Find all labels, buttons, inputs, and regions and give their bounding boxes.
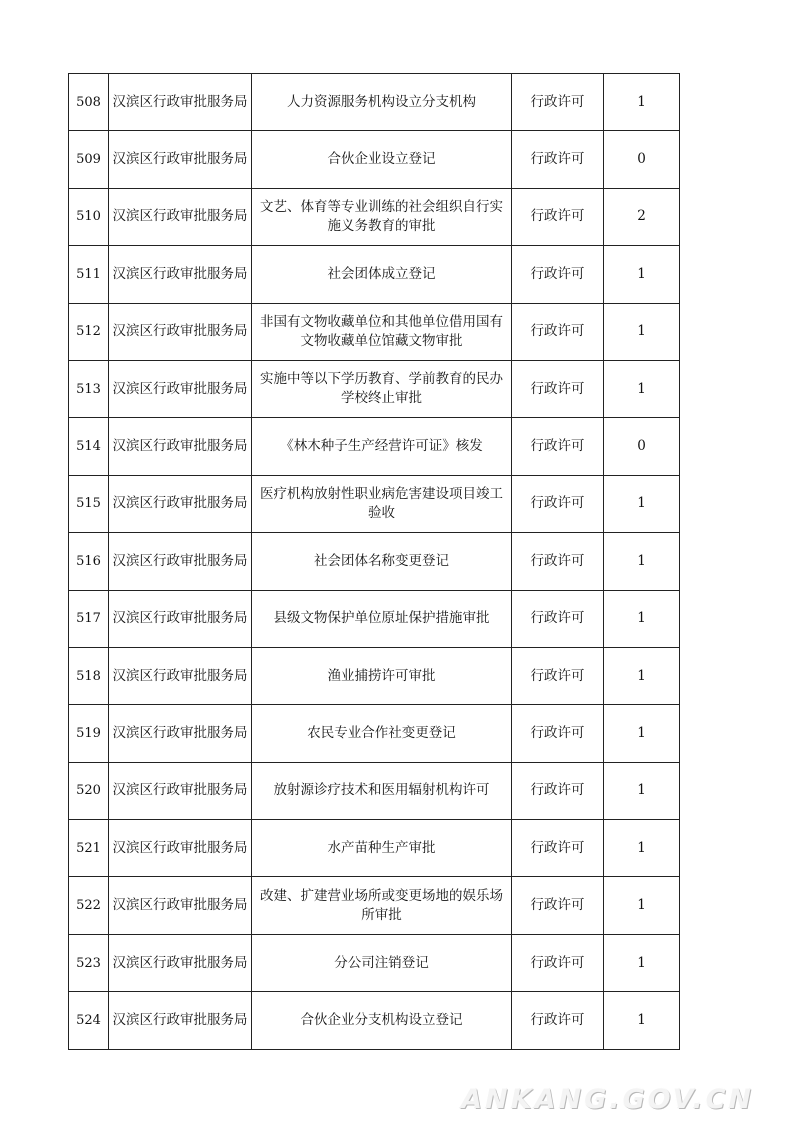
count-cell: 0 (604, 131, 680, 188)
item-name-cell: 分公司注销登记 (252, 934, 512, 991)
count-cell: 0 (604, 418, 680, 475)
count-cell: 1 (604, 762, 680, 819)
department-cell: 汉滨区行政审批服务局 (109, 246, 252, 303)
category-cell: 行政许可 (512, 188, 604, 245)
count-cell: 1 (604, 820, 680, 877)
row-number: 508 (69, 74, 109, 131)
item-name-cell: 合伙企业设立登记 (252, 131, 512, 188)
department-cell: 汉滨区行政审批服务局 (109, 877, 252, 934)
category-cell: 行政许可 (512, 131, 604, 188)
item-name-cell: 社会团体成立登记 (252, 246, 512, 303)
row-number: 519 (69, 705, 109, 762)
table-row (69, 303, 680, 360)
department-cell: 汉滨区行政审批服务局 (109, 820, 252, 877)
department-cell: 汉滨区行政审批服务局 (109, 533, 252, 590)
table-row (69, 131, 680, 188)
category-cell: 行政许可 (512, 934, 604, 991)
count-cell: 1 (604, 934, 680, 991)
row-number: 513 (69, 360, 109, 417)
count-cell: 1 (604, 877, 680, 934)
item-name-cell: 水产苗种生产审批 (252, 820, 512, 877)
table-row (69, 877, 680, 934)
department-cell: 汉滨区行政审批服务局 (109, 418, 252, 475)
item-name-cell: 县级文物保护单位原址保护措施审批 (252, 590, 512, 647)
department-cell: 汉滨区行政审批服务局 (109, 647, 252, 704)
category-cell: 行政许可 (512, 590, 604, 647)
row-number: 524 (69, 992, 109, 1049)
row-number: 521 (69, 820, 109, 877)
department-cell: 汉滨区行政审批服务局 (109, 360, 252, 417)
table-row (69, 762, 680, 819)
item-name-cell: 社会团体名称变更登记 (252, 533, 512, 590)
department-cell: 汉滨区行政审批服务局 (109, 934, 252, 991)
count-cell: 1 (604, 246, 680, 303)
item-name-cell: 《林木种子生产经营许可证》核发 (252, 418, 512, 475)
category-cell: 行政许可 (512, 705, 604, 762)
row-number: 511 (69, 246, 109, 303)
category-cell: 行政许可 (512, 647, 604, 704)
site-watermark: ANKANG.GOV.CN (461, 1084, 754, 1115)
count-cell: 2 (604, 188, 680, 245)
table-row (69, 246, 680, 303)
count-cell: 1 (604, 992, 680, 1049)
item-name-cell: 渔业捕捞许可审批 (252, 647, 512, 704)
category-cell: 行政许可 (512, 992, 604, 1049)
category-cell: 行政许可 (512, 475, 604, 532)
item-name-cell: 非国有文物收藏单位和其他单位借用国有文物收藏单位馆藏文物审批 (252, 303, 512, 360)
table-row (69, 647, 680, 704)
row-number: 514 (69, 418, 109, 475)
row-number: 523 (69, 934, 109, 991)
row-number: 509 (69, 131, 109, 188)
count-cell: 1 (604, 590, 680, 647)
department-cell: 汉滨区行政审批服务局 (109, 762, 252, 819)
count-cell: 1 (604, 360, 680, 417)
category-cell: 行政许可 (512, 762, 604, 819)
table-row (69, 590, 680, 647)
category-cell: 行政许可 (512, 303, 604, 360)
table-row (69, 188, 680, 245)
table-row (69, 705, 680, 762)
department-cell: 汉滨区行政审批服务局 (109, 705, 252, 762)
item-name-cell: 农民专业合作社变更登记 (252, 705, 512, 762)
row-number: 522 (69, 877, 109, 934)
table-row (69, 533, 680, 590)
table-row (69, 360, 680, 417)
table-row (69, 475, 680, 532)
category-cell: 行政许可 (512, 418, 604, 475)
row-number: 517 (69, 590, 109, 647)
table-row (69, 934, 680, 991)
category-cell: 行政许可 (512, 246, 604, 303)
table-body (69, 74, 680, 1050)
department-cell: 汉滨区行政审批服务局 (109, 992, 252, 1049)
row-number: 518 (69, 647, 109, 704)
count-cell: 1 (604, 303, 680, 360)
count-cell: 1 (604, 475, 680, 532)
department-cell: 汉滨区行政审批服务局 (109, 303, 252, 360)
item-name-cell: 人力资源服务机构设立分支机构 (252, 74, 512, 131)
department-cell: 汉滨区行政审批服务局 (109, 188, 252, 245)
row-number: 516 (69, 533, 109, 590)
row-number: 520 (69, 762, 109, 819)
category-cell: 行政许可 (512, 533, 604, 590)
department-cell: 汉滨区行政审批服务局 (109, 475, 252, 532)
count-cell: 1 (604, 647, 680, 704)
table-row (69, 418, 680, 475)
department-cell: 汉滨区行政审批服务局 (109, 590, 252, 647)
category-cell: 行政许可 (512, 74, 604, 131)
item-name-cell: 合伙企业分支机构设立登记 (252, 992, 512, 1049)
department-cell: 汉滨区行政审批服务局 (109, 74, 252, 131)
item-name-cell: 实施中等以下学历教育、学前教育的民办学校终止审批 (252, 360, 512, 417)
row-number: 510 (69, 188, 109, 245)
row-number: 515 (69, 475, 109, 532)
item-name-cell: 医疗机构放射性职业病危害建设项目竣工验收 (252, 475, 512, 532)
department-cell: 汉滨区行政审批服务局 (109, 131, 252, 188)
table-row (69, 992, 680, 1049)
table-row (69, 74, 680, 131)
row-number: 512 (69, 303, 109, 360)
category-cell: 行政许可 (512, 877, 604, 934)
item-name-cell: 改建、扩建营业场所或变更场地的娱乐场所审批 (252, 877, 512, 934)
item-name-cell: 放射源诊疗技术和医用辐射机构许可 (252, 762, 512, 819)
table-row (69, 820, 680, 877)
category-cell: 行政许可 (512, 360, 604, 417)
count-cell: 1 (604, 533, 680, 590)
category-cell: 行政许可 (512, 820, 604, 877)
count-cell: 1 (604, 74, 680, 131)
item-name-cell: 文艺、体育等专业训练的社会组织自行实施义务教育的审批 (252, 188, 512, 245)
document-table (68, 73, 680, 1050)
count-cell: 1 (604, 705, 680, 762)
